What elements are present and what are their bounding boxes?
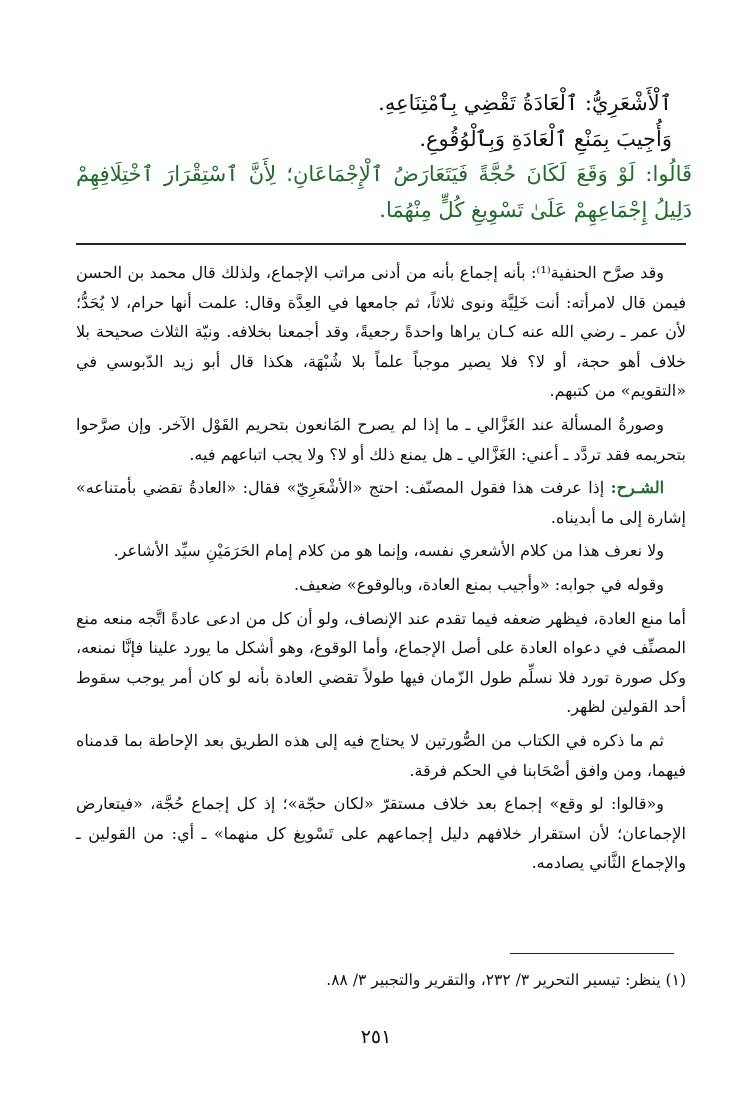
matn-line-2: وَأُجِيبَ بِمَنْعِ ٱلْعَادَةِ وَبِٱلْوُقُوعِ. — [419, 126, 672, 151]
commentary-body — [76, 258, 686, 882]
paragraph-7: ثم ما ذكره في الكتاب من الصُّورتين لا يحتاج فيه إلى هذه الطريق بعد الإحاطة بما قدمناه فيهما، ومن وافق أصْحَابنا في الحكم فرقة. — [76, 730, 686, 780]
matn-block — [76, 86, 692, 228]
matn-line-1: ٱلْأَشْعَرِيُّ: ٱلْعَادَةُ تَقْضِي بِٱمْتِنَاعِهِ. — [378, 91, 672, 115]
sharh-label: الشـرح: — [610, 478, 665, 498]
matn-line-3-label: قَالُوا: — [645, 162, 692, 186]
paragraph-1: وقد صرَّح الحنفية⁽¹⁾: بأنه إجماع بأنه من أدنى مراتب الإجماع، ولذلك قال محمد بن الحسن فيمن قال لامرأته: أنت خَلِيَّة ونوى ثلاثاً، ثم جامعها في العِدَّة وقال: علمت أنها حرام، لا يُحَدُّ؛ لأن عمر ـ رضي الله عنه كـان يراها واحدةً رجعيةً، وقد أجمعنا بخلافه. ونيّة الثلاث صحيحة بلا خلاف أهو حجة، أو لا؟ فلا يصير موجباً علماً بلا شُبْهَة، هكذا قال أبو زيد الدّبوسي في «التقويم» من كتبهم. — [76, 263, 686, 401]
paragraph-4: ولا نعرف هذا من كلام الأشعري نفسه، وإنما هو من كلام إمام الحَرَمَيْنِ سيِّد الأشاعر. — [113, 541, 664, 561]
paragraph-8: و«قالوا: لو وقع» إجماع بعد خلاف مستقرّ «لكان حجّة»؛ إذ كل إجماع حُجَّة، «فيتعارض الإجماعان؛ لأن استقرار خلافهم دليل إجماعهم على تَسْويغ كل منهما» ـ أي: من القولين ـ والإجماع الثَّاني يصادمه. — [76, 794, 687, 873]
matn-line — [76, 122, 692, 158]
paragraph-6: أما منع العادة، فيظهر ضعفه فيما تقدم عند الإنصاف، ولو أن كل من ادعى عادةً اتَّجه منعه منع المصنِّف في دعواه العادة على أصل الإجماع، وأما الوقوع، وهو أشكل ما يورد علينا فإنَّا نمنعه، وكل صورة تورد فلا نسلِّم طول الزّمان فيها طولاً تقضي العادة بأنه لو كان أمر يوجب سقوط أحد القولين لظهر. — [76, 608, 686, 717]
matn-line-3-text: لَوْ وَقَعَ لَكَانَ حُجَّةً فَيَتَعَارَضُ ٱلْإِجْمَاعَانِ؛ لِأَنَّ ٱسْتِقْرَارَ ٱخْتِلَافِهِمْ دَلِيلُ إِجْمَاعِهِمْ عَلَىٰ تَسْوِيغِ كُلٍّ مِنْهُمَا. — [76, 162, 692, 222]
divider-rule — [76, 243, 686, 245]
page-number: ٢٥١ — [360, 1026, 392, 1048]
footnote-rule — [510, 953, 674, 954]
matn-line — [76, 157, 692, 228]
paragraph-5: وقوله في جوابه: «وأجيب بمنع العادة، وبالوقوع» ضعيف. — [294, 574, 664, 594]
footnote: (١) ينظر: تيسير التحرير ٣/ ٢٣٢، والتقرير والتجبير ٣/ ٨٨. — [326, 971, 686, 989]
paragraph-3 — [76, 473, 686, 532]
paragraph-2: وصورةُ المسألة عند الغَزَّالي ـ ما إذا لم يصرح المَانعون بتحريم القَوْل الآخر. وإن صرَّحوا بتحريمه فقد تردَّد ـ أعني: الغَزَّالي ـ هل يمنع ذلك أو لا؟ ولا يجب اتباعهم فيه. — [76, 414, 686, 464]
paragraph-3-text: إذا عرفت هذا فقول المصنّف: احتج «الأشْعَرِيّ» فقال: «العادةُ تقضي بأمتناعه» إشارة إلى ما أبديناه. — [76, 478, 686, 527]
matn-line — [76, 86, 692, 122]
